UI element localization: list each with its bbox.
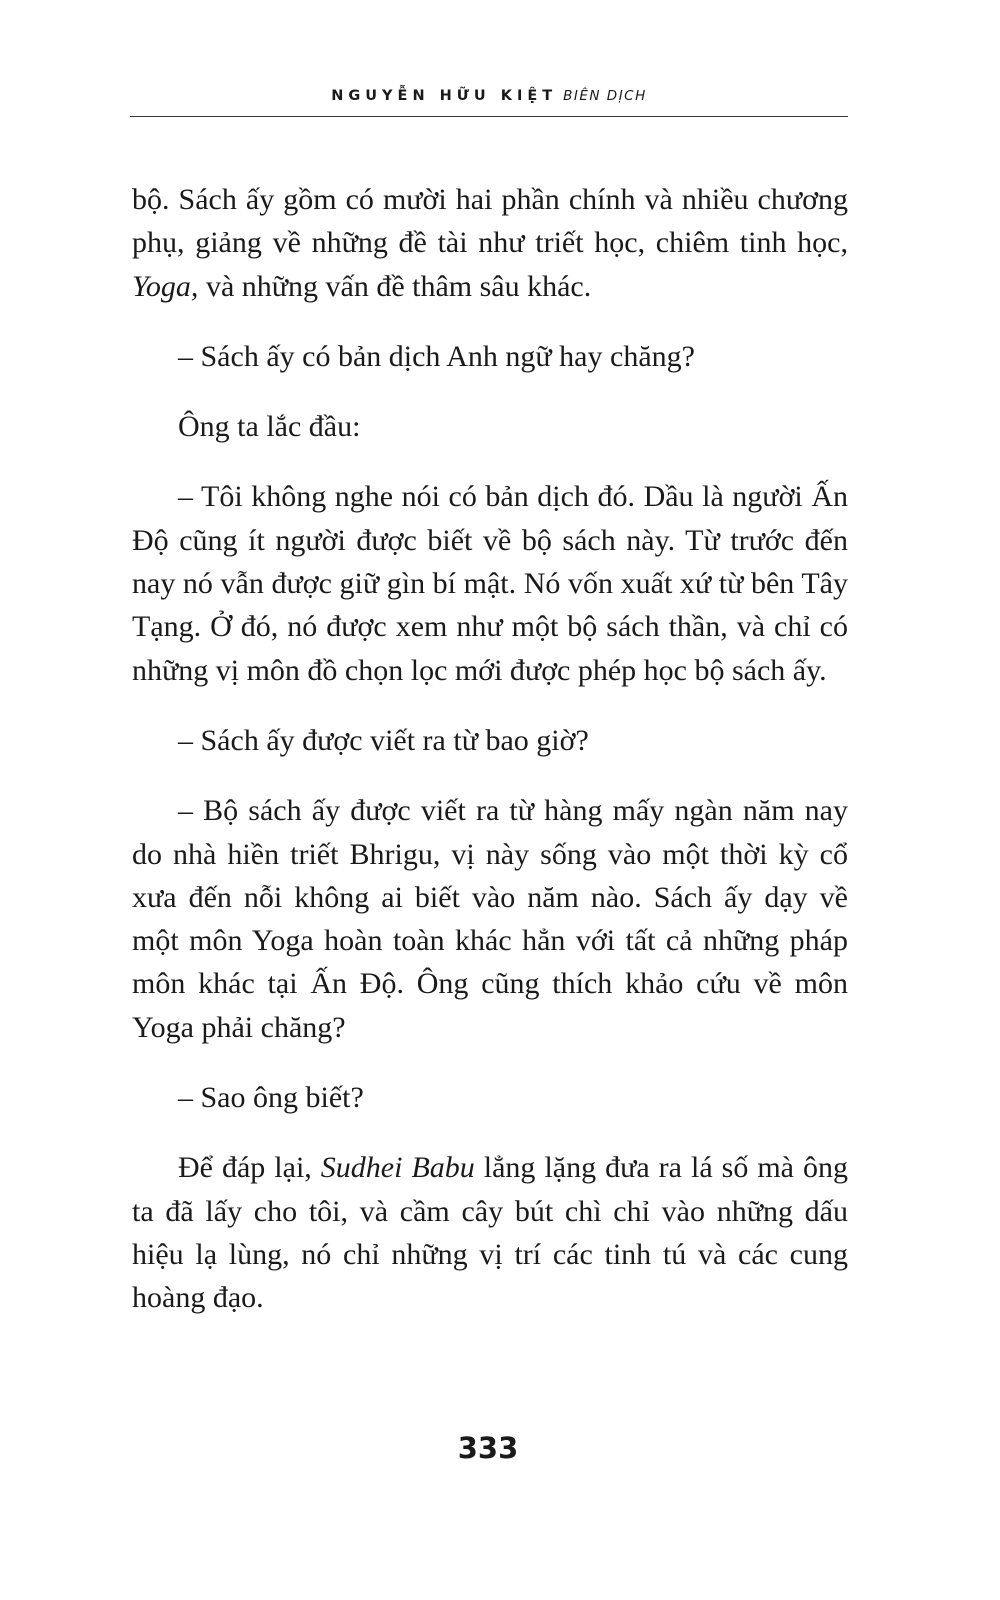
page-number-text: 333 [457,1431,519,1465]
paragraph: – Sao ông biết? [178,1081,364,1115]
paragraph: – Sách ấy được viết ra từ bao giờ? [178,723,589,757]
header-rule [130,116,848,117]
paragraph-text: lẳng lặng đưa ra lá số mà ông ta đã lấy cho tôi, và cầm cây bút chì chỉ vào những dấu hiệu lạ lùng, nó chỉ những vị trí các tinh tú và các cung hoàng đạo. [132,1151,848,1315]
italic-text: Yoga, [132,269,199,303]
running-header [130,86,848,106]
paragraph-text: Để đáp lại, [178,1151,321,1185]
paragraph-text: và những vấn đề thâm sâu khác. [198,269,592,303]
header-role: BIÊN DỊCH [563,88,647,104]
page-number [0,1428,1000,1468]
paragraph-text: bộ. Sách ấy gồm có mười hai phần chính và nhiều chương phụ, giảng về những đề tài như triết học, chiêm tinh học, [132,183,848,260]
italic-text: Sudhei Babu [320,1151,475,1185]
paragraph [132,178,848,308]
paragraph: – Bộ sách ấy được viết ra từ hàng mấy ngàn năm nay do nhà hiền triết Bhrigu, vị này sống vào một thời kỳ cổ xưa đến nỗi không ai biết vào năm nào. Sách ấy dạy về một môn Yoga hoàn toàn khác hẳn với tất cả những pháp môn khác tại Ấn Độ. Ông cũng thích khảo cứu về môn Yoga phải chăng? [132,794,848,1044]
paragraph: – Sách ấy có bản dịch Anh ngữ hay chăng? [178,339,695,373]
paragraph: – Tôi không nghe nói có bản dịch đó. Dầu là người Ấn Độ cũng ít người được biết về bộ sách này. Từ trước đến nay nó vẫn được giữ gìn bí mật. Nó vốn xuất xứ từ bên Tây Tạng. Ở đó, nó được xem như một bộ sách thần, và chỉ có những vị môn đồ chọn lọc mới được phép học bộ sách ấy. [132,480,848,687]
header-author: NGUYỄN HỮU KIỆT [331,88,558,104]
paragraph: Ông ta lắc đầu: [178,410,361,444]
paragraph [132,1146,848,1319]
page-body [132,178,848,1347]
